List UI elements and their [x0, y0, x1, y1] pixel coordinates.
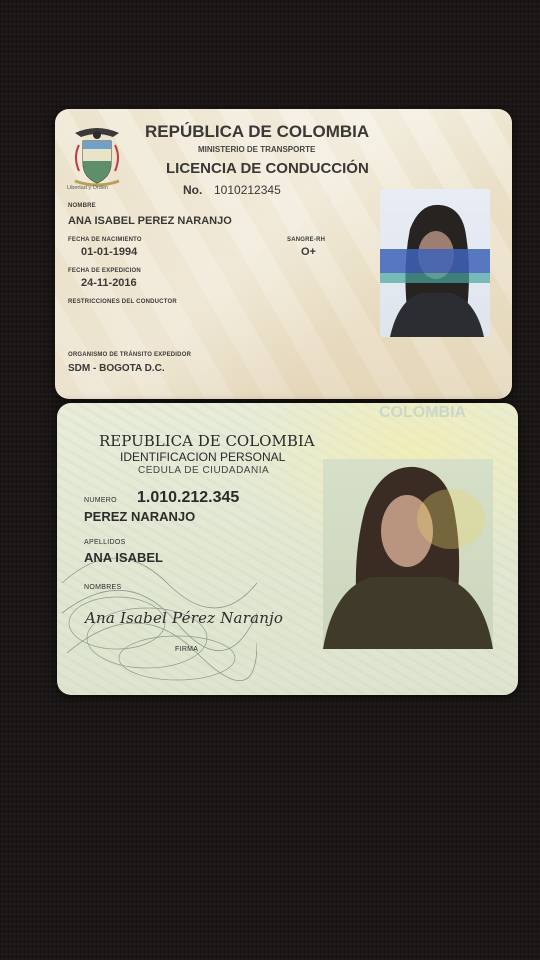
blood-label: SANGRE-RH	[287, 237, 326, 243]
portrait-icon	[380, 189, 490, 337]
restrictions-label: RESTRICCIONES DEL CONDUCTOR	[68, 299, 177, 305]
license-name: ANA ISABEL PEREZ NARANJO	[68, 215, 232, 227]
cedula-portrait-photo	[323, 459, 493, 649]
cedula-surnames-label: APELLIDOS	[84, 539, 126, 546]
blood-type: O+	[301, 246, 316, 258]
license-doc-type: LICENCIA DE CONDUCCIÓN	[166, 160, 369, 177]
license-portrait-photo	[380, 189, 490, 337]
agency-value: SDM - BOGOTA D.C.	[68, 363, 165, 374]
cedula-given-names: ANA ISABEL	[84, 550, 163, 565]
issue-date: 24-11-2016	[81, 277, 137, 289]
national-id-card	[57, 403, 518, 695]
cedula-surnames: PEREZ NARANJO	[84, 509, 196, 524]
license-number: 1010212345	[214, 183, 281, 197]
portrait-icon	[323, 459, 493, 649]
cedula-subtitle: CEDULA DE CIUDADANIA	[138, 465, 270, 476]
license-country: REPÚBLICA DE COLOMBIA	[145, 122, 370, 141]
cedula-watermark: COLOMBIA	[379, 404, 467, 421]
cedula-title: IDENTIFICACION PERSONAL	[120, 450, 286, 464]
issue-label: FECHA DE EXPEDICION	[68, 268, 141, 274]
cedula-number-label: NUMERO	[84, 497, 117, 504]
cedula-given-label: NOMBRES	[84, 584, 122, 591]
driver-license-card	[55, 109, 512, 399]
cedula-signature: Ana Isabel Pérez Naranjo	[85, 609, 284, 627]
agency-label: ORGANISMO DE TRÁNSITO EXPEDIDOR	[68, 352, 192, 358]
cedula-signature-label: FIRMA	[175, 646, 199, 653]
cedula-country: REPUBLICA DE COLOMBIA	[99, 432, 315, 450]
birth-label: FECHA DE NACIMIENTO	[68, 237, 142, 243]
motto-text: Libertad y Orden	[67, 185, 108, 191]
name-label: NOMBRE	[68, 203, 96, 209]
license-ministry: MINISTERIO DE TRANSPORTE	[198, 145, 316, 154]
birth-date: 01-01-1994	[81, 246, 138, 258]
license-number-label: No.	[183, 183, 203, 197]
cedula-number: 1.010.212.345	[137, 489, 240, 506]
